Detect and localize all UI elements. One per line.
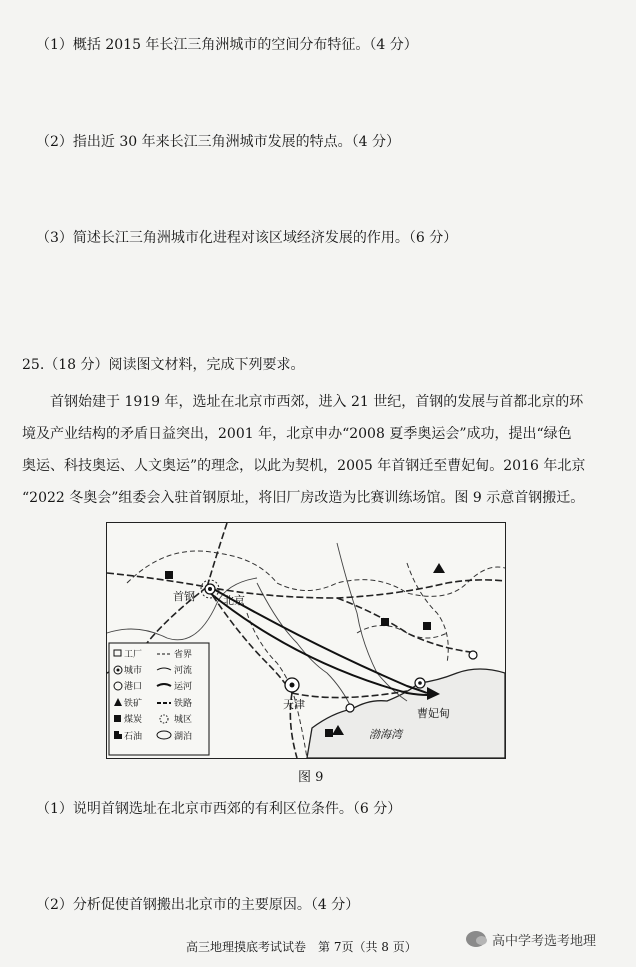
svg-text:湖泊: 湖泊	[174, 732, 193, 742]
bohai-sea	[307, 669, 505, 758]
watermark-text: 高中学考选考地理	[492, 933, 597, 949]
figure-caption: 图 9	[298, 770, 324, 785]
svg-text:铁路: 铁路	[174, 699, 193, 709]
svg-text:运河: 运河	[174, 682, 193, 692]
page-footer: 高三地理摸底考试试卷 第 7页（共 8 页）	[186, 940, 417, 954]
label-beijing: 北京	[223, 594, 245, 607]
question-3: （3）简述长江三角洲城市化进程对该区域经济发展的作用。（6 分）	[36, 230, 458, 246]
svg-text:煤炭: 煤炭	[124, 715, 143, 725]
passage-line-1: 首钢始建于 1919 年，选址在北京市西郊，进入 21 世纪，首钢的发展与首都北京的环	[50, 394, 584, 410]
svg-text:城区: 城区	[174, 715, 193, 725]
passage-line-4: “2022 冬奥会”组委会入驻首钢原址，将旧厂房改造为比赛训练场馆。图 9 示意首钢搬迁。	[22, 490, 585, 506]
wechat-icon	[466, 931, 486, 947]
relocation-map	[106, 522, 506, 759]
svg-text:铁矿: 铁矿	[124, 699, 143, 709]
svg-text:城市: 城市	[124, 666, 143, 676]
passage-line-3: 奥运、科技奥运、人文奥运”的理念，以此为契机，2005 年首钢迁至曹妃甸。2016 年北京	[22, 458, 586, 474]
watermark	[466, 928, 596, 950]
reading-passage	[22, 386, 616, 514]
question-25-header: 25.（18 分）阅读图文材料，完成下列要求。	[22, 357, 305, 373]
question-1: （1）概括 2015 年长江三角洲城市的空间分布特征。（4 分）	[36, 37, 418, 53]
svg-text:省界: 省界	[174, 650, 193, 660]
question-25-1: （1）说明首钢选址在北京市西郊的有利区位条件。（6 分）	[36, 801, 402, 817]
passage-line-2: 境及产业结构的矛盾日益突出，2001 年，北京申办“2008 夏季奥运会”成功，提出“绿色	[22, 426, 572, 442]
label-bohai: 渤海湾	[369, 728, 402, 741]
svg-text:工厂: 工厂	[124, 650, 143, 660]
label-shougang: 首钢	[173, 590, 195, 603]
svg-text:石油: 石油	[124, 732, 143, 742]
map-legend	[109, 643, 209, 755]
label-tianjin: 天津	[283, 698, 305, 711]
svg-text:河流: 河流	[174, 666, 193, 676]
question-2: （2）指出近 30 年来长江三角洲城市发展的特点。（4 分）	[36, 134, 400, 150]
question-25-2: （2）分析促使首钢搬出北京市的主要原因。（4 分）	[36, 897, 360, 913]
label-caofeidian: 曹妃甸	[417, 707, 450, 720]
svg-text:港口: 港口	[124, 682, 143, 692]
